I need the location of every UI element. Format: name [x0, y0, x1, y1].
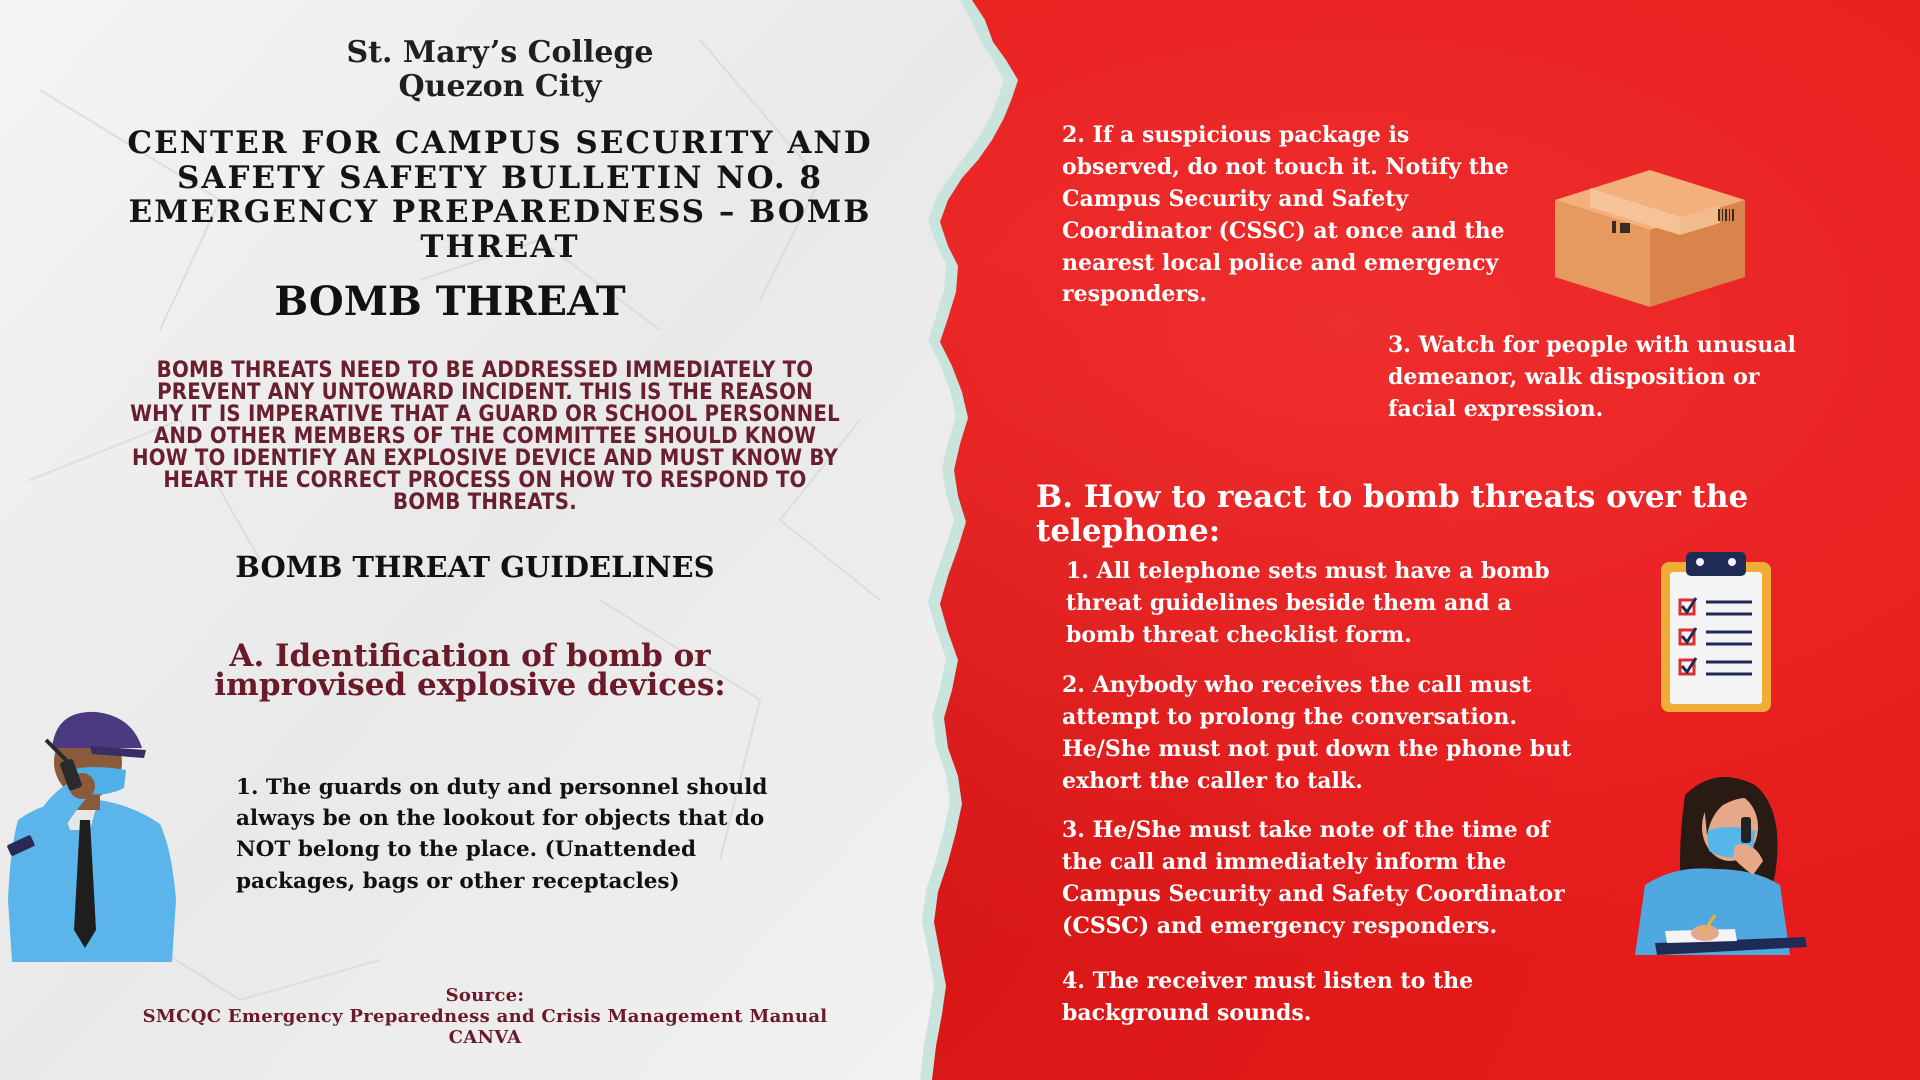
guidelines-heading: BOMB THREAT GUIDELINES — [235, 550, 715, 584]
section-b-heading: B. How to react to bomb threats over the telephone: — [1036, 479, 1749, 550]
source-line-2: CANVA — [448, 1027, 522, 1049]
source-line-1: SMCQC Emergency Preparedness and Crisis Management Manual — [142, 1006, 828, 1028]
woman-on-phone-icon — [1615, 765, 1815, 965]
section-b-item-3: 3. He/She must take note of the time of the call and immediately inform the Campus Security and Safety Coordinator (CSSC) and emergency responders. — [1062, 817, 1565, 939]
intro-paragraph: BOMB THREATS NEED TO BE ADDRESSED IMMEDIATELY TO PREVENT ANY UNTOWARD INCIDENT. THIS IS THE REASON WHY IT IS IMPERATIVE THAT A GUARD OR SCHOOL PERSONNEL AND OTHER MEMBERS OF THE COMMITTEE SHOULD KNOW HOW TO IDENTIFY AN EXPLOSIVE DEVICE AND MUST KNOW BY HEART THE CORRECT PROCESS ON HOW TO RESPOND TO BOMB THREATS. — [130, 358, 840, 515]
security-guard-radio-icon — [0, 700, 180, 970]
source-block — [110, 985, 860, 1049]
main-heading: BOMB THREAT — [274, 278, 626, 325]
bulletin-title: CENTER FOR CAMPUS SECURITY AND SAFETY SAFETY BULLETIN NO. 8 EMERGENCY PREPAREDNESS – BOMB THREAT — [127, 125, 873, 266]
section-a-heading: A. Identification of bomb or improvised explosive devices: — [214, 638, 726, 703]
section-a-item-1: 1. The guards on duty and personnel should always be on the lookout for objects that do NOT belong to the place. (Unattended packages, bags or other receptacles) — [236, 775, 768, 894]
section-b-item-1: 1. All telephone sets must have a bomb threat guidelines beside them and a bomb threat checklist form. — [1066, 558, 1550, 648]
section-a-item-3: 3. Watch for people with unusual demeanor, walk disposition or facial expression. — [1388, 332, 1796, 422]
school-city: Quezon City — [398, 69, 602, 104]
school-name: St. Mary’s College — [346, 35, 654, 70]
cardboard-package-icon — [1550, 165, 1750, 310]
source-label: Source: — [445, 985, 525, 1006]
section-b-item-4: 4. The receiver must listen to the background sounds. — [1062, 968, 1474, 1026]
checklist-clipboard-icon — [1656, 550, 1776, 715]
section-b-item-2: 2. Anybody who receives the call must attempt to prolong the conversation. He/She must not put down the phone but exhort the caller to talk. — [1062, 672, 1572, 794]
section-a-item-2: 2. If a suspicious package is observed, do not touch it. Notify the Campus Security and Safety Coordinator (CSSC) at once and the nearest local police and emergency responders. — [1062, 122, 1509, 308]
